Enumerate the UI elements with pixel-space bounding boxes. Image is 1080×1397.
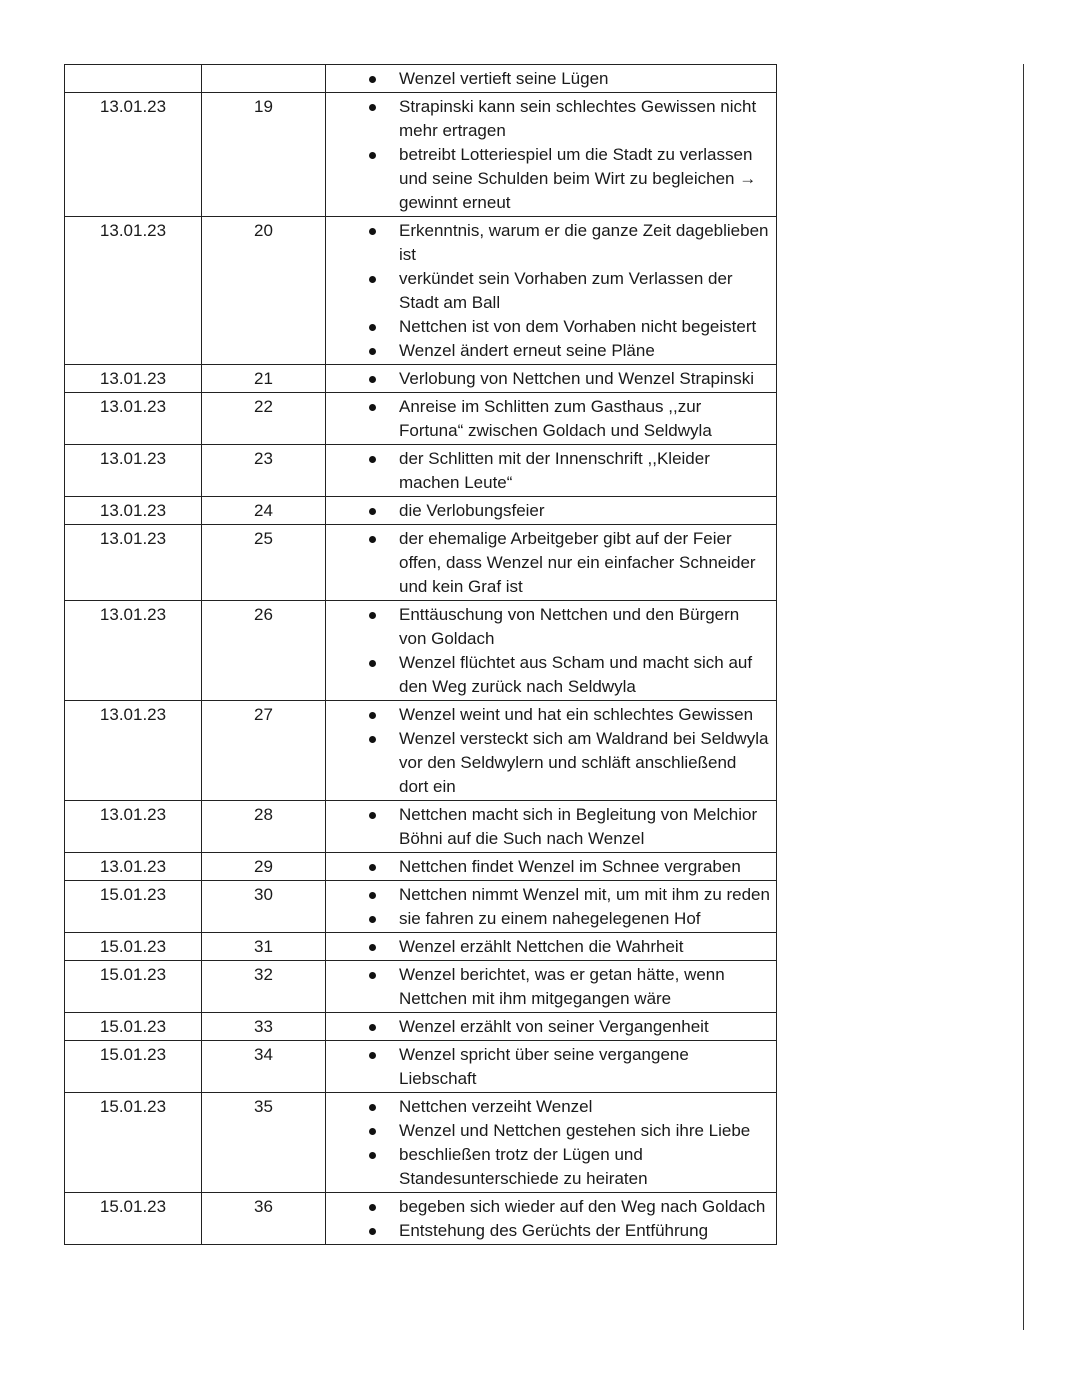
table-row — [65, 853, 777, 881]
notes-cell — [326, 65, 777, 93]
notes-cell — [326, 1013, 777, 1041]
chapter-number-cell: 36 — [202, 1193, 326, 1245]
notes-cell — [326, 445, 777, 497]
page-margin-rule — [1023, 64, 1024, 1330]
list-item: die Verlobungsfeier — [326, 499, 770, 523]
date-cell: 15.01.23 — [65, 881, 202, 933]
notes-cell — [326, 365, 777, 393]
list-item: Wenzel erzählt Nettchen die Wahrheit — [326, 935, 770, 959]
chapter-number-cell: 31 — [202, 933, 326, 961]
list-item: Nettchen macht sich in Begleitung von Melchior Böhni auf die Such nach Wenzel — [326, 803, 770, 851]
bullet-list — [326, 499, 776, 523]
table-row — [65, 497, 777, 525]
notes-cell — [326, 881, 777, 933]
list-item: Wenzel versteckt sich am Waldrand bei Seldwyla vor den Seldwylern und schläft anschließend dort ein — [326, 727, 770, 799]
table-row — [65, 93, 777, 217]
bullet-list — [326, 703, 776, 799]
list-item: begeben sich wieder auf den Weg nach Goldach — [326, 1195, 770, 1219]
list-item: betreibt Lotteriespiel um die Stadt zu verlassen und seine Schulden beim Wirt zu begleichen → gewinnt erneut — [326, 143, 770, 215]
bullet-list — [326, 935, 776, 959]
date-cell: 15.01.23 — [65, 1013, 202, 1041]
bullet-list — [326, 1015, 776, 1039]
table-row — [65, 1093, 777, 1193]
table-row — [65, 365, 777, 393]
table-row — [65, 1041, 777, 1093]
table-row — [65, 801, 777, 853]
bullet-list — [326, 527, 776, 599]
date-cell — [65, 65, 202, 93]
date-cell: 13.01.23 — [65, 601, 202, 701]
bullet-list — [326, 1043, 776, 1091]
list-item: der ehemalige Arbeitgeber gibt auf der Feier offen, dass Wenzel nur ein einfacher Schneider und kein Graf ist — [326, 527, 770, 599]
date-cell: 15.01.23 — [65, 1193, 202, 1245]
chapter-number-cell: 23 — [202, 445, 326, 497]
list-item: Enttäuschung von Nettchen und den Bürgern von Goldach — [326, 603, 770, 651]
list-item: Entstehung des Gerüchts der Entführung — [326, 1219, 770, 1243]
list-item: beschließen trotz der Lügen und Standesunterschiede zu heiraten — [326, 1143, 770, 1191]
chapter-number-cell: 22 — [202, 393, 326, 445]
notes-cell — [326, 497, 777, 525]
list-item: Wenzel flüchtet aus Scham und macht sich auf den Weg zurück nach Seldwyla — [326, 651, 770, 699]
list-item: Wenzel vertieft seine Lügen — [326, 67, 770, 91]
notes-cell — [326, 701, 777, 801]
bullet-list — [326, 395, 776, 443]
list-item: Wenzel weint und hat ein schlechtes Gewissen — [326, 703, 770, 727]
chapter-number-cell: 26 — [202, 601, 326, 701]
list-item: sie fahren zu einem nahegelegenen Hof — [326, 907, 770, 931]
chapter-number-cell: 21 — [202, 365, 326, 393]
bullet-list — [326, 855, 776, 879]
chapter-number-cell: 27 — [202, 701, 326, 801]
list-item: Nettchen nimmt Wenzel mit, um mit ihm zu reden — [326, 883, 770, 907]
bullet-list — [326, 883, 776, 931]
notes-cell — [326, 601, 777, 701]
chapter-number-cell: 24 — [202, 497, 326, 525]
table-row — [65, 445, 777, 497]
date-cell: 13.01.23 — [65, 93, 202, 217]
bullet-list — [326, 447, 776, 495]
table-row — [65, 217, 777, 365]
date-cell: 15.01.23 — [65, 1041, 202, 1093]
list-item: Erkenntnis, warum er die ganze Zeit dageblieben ist — [326, 219, 770, 267]
reading-log-body — [65, 65, 777, 1245]
list-item: Strapinski kann sein schlechtes Gewissen nicht mehr ertragen — [326, 95, 770, 143]
chapter-number-cell: 19 — [202, 93, 326, 217]
list-item: Wenzel und Nettchen gestehen sich ihre Liebe — [326, 1119, 770, 1143]
date-cell: 15.01.23 — [65, 961, 202, 1013]
chapter-number-cell: 32 — [202, 961, 326, 1013]
notes-cell — [326, 1193, 777, 1245]
table-row — [65, 525, 777, 601]
list-item: Nettchen findet Wenzel im Schnee vergraben — [326, 855, 770, 879]
reading-log-table — [64, 64, 777, 1245]
notes-cell — [326, 1093, 777, 1193]
bullet-list — [326, 67, 776, 91]
bullet-list — [326, 603, 776, 699]
chapter-number-cell: 25 — [202, 525, 326, 601]
table-row — [65, 933, 777, 961]
bullet-list — [326, 367, 776, 391]
list-item: Wenzel berichtet, was er getan hätte, wenn Nettchen mit ihm mitgegangen wäre — [326, 963, 770, 1011]
chapter-number-cell: 30 — [202, 881, 326, 933]
notes-cell — [326, 525, 777, 601]
list-item: Wenzel erzählt von seiner Vergangenheit — [326, 1015, 770, 1039]
chapter-number-cell — [202, 65, 326, 93]
chapter-number-cell: 29 — [202, 853, 326, 881]
date-cell: 15.01.23 — [65, 933, 202, 961]
bullet-list — [326, 803, 776, 851]
list-item: Nettchen verzeiht Wenzel — [326, 1095, 770, 1119]
notes-cell — [326, 801, 777, 853]
bullet-list — [326, 219, 776, 363]
bullet-list — [326, 1195, 776, 1243]
notes-cell — [326, 853, 777, 881]
date-cell: 13.01.23 — [65, 365, 202, 393]
bullet-list — [326, 1095, 776, 1191]
notes-cell — [326, 933, 777, 961]
table-row — [65, 393, 777, 445]
chapter-number-cell: 33 — [202, 1013, 326, 1041]
notes-cell — [326, 217, 777, 365]
table-row — [65, 65, 777, 93]
list-item: Verlobung von Nettchen und Wenzel Strapinski — [326, 367, 770, 391]
date-cell: 13.01.23 — [65, 445, 202, 497]
date-cell: 13.01.23 — [65, 393, 202, 445]
list-item: Nettchen ist von dem Vorhaben nicht begeistert — [326, 315, 770, 339]
chapter-number-cell: 35 — [202, 1093, 326, 1193]
notes-cell — [326, 1041, 777, 1093]
date-cell: 13.01.23 — [65, 801, 202, 853]
list-item: Anreise im Schlitten zum Gasthaus ,,zur Fortuna“ zwischen Goldach und Seldwyla — [326, 395, 770, 443]
table-row — [65, 961, 777, 1013]
date-cell: 13.01.23 — [65, 497, 202, 525]
list-item: der Schlitten mit der Innenschrift ,,Kleider machen Leute“ — [326, 447, 770, 495]
list-item: Wenzel spricht über seine vergangene Liebschaft — [326, 1043, 770, 1091]
notes-cell — [326, 961, 777, 1013]
table-row — [65, 881, 777, 933]
chapter-number-cell: 34 — [202, 1041, 326, 1093]
table-row — [65, 601, 777, 701]
table-row — [65, 1193, 777, 1245]
list-item: Wenzel ändert erneut seine Pläne — [326, 339, 770, 363]
bullet-list — [326, 95, 776, 215]
table-row — [65, 1013, 777, 1041]
date-cell: 13.01.23 — [65, 525, 202, 601]
notes-cell — [326, 93, 777, 217]
notes-cell — [326, 393, 777, 445]
date-cell: 15.01.23 — [65, 1093, 202, 1193]
table-row — [65, 701, 777, 801]
chapter-number-cell: 20 — [202, 217, 326, 365]
list-item: verkündet sein Vorhaben zum Verlassen der Stadt am Ball — [326, 267, 770, 315]
date-cell: 13.01.23 — [65, 701, 202, 801]
date-cell: 13.01.23 — [65, 853, 202, 881]
chapter-number-cell: 28 — [202, 801, 326, 853]
bullet-list — [326, 963, 776, 1011]
date-cell: 13.01.23 — [65, 217, 202, 365]
